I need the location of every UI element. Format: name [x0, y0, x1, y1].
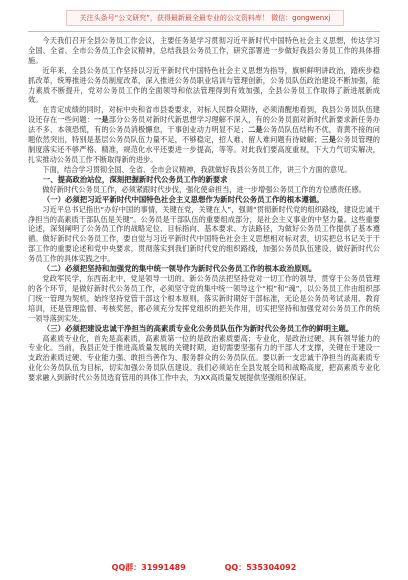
- paragraph-achievements: 近年来，全县公务员工作坚持以习近平新时代中国特色社会主义思想为指导，旗帜鲜明讲政治，踏疾步稳抓改革，统筹推进公务员制度改革，深入推进公务员职业培训与管理创新，公务员队伍政治建设不断加强，能力素质不断提升，党对公务员工作的全面领导和依法管理得到有效加强，全县公务员工作取得了新进展新成效。: [28, 65, 380, 105]
- paragraph-opening: 今天我们召开全县公务员工作会议，主要任务是学习贯彻习近平新时代中国特色社会主义思想，传达学习全国、全省、全市公务员工作会议精神，总结我县公务员工作，研究部署进一步做好我县公务员工作的具体措施。: [28, 36, 380, 65]
- subheading-2: （二）必须把坚持和加强党的集中统一领导作为新时代公务员工作的根本政治原则。: [42, 264, 317, 274]
- problem-first: 部分公务员对新时代新思想学习理解不深入，有的公务员面对新时代新要求新任务办法不多、本领恐慌，有的公务员消极懈怠，干事创业动力明显不足；: [28, 115, 380, 135]
- paragraph-quality: 高素质专业化，首先是高素质，高素质第一位的是政治素质要高；专业化，是政治过硬、具有领导能力的专业化。当前，我县正处于推进高质量发展的关键时期，迫切需要坚强有力的干部人才支撑，关键在于建设一支政治素质过硬、专业能力强、敢担当善作为、服务群众的公务员队伍。要以新一支忠诚干净担当的高素质专业化公务员队伍为目标，切实加强公务员队伍建设。我们必须站在全县发展全局和战略高度，把高素质专业化要求融入到新时代公务员选育管用的具体工作中去，为XX高质量发展提供坚强组织保证。: [28, 333, 380, 383]
- problem-second: 公务员队伍结构不优，青黄不接的问题依然突出，特别是基层公务员队伍力量不足，不够稳定，招人难、留人难问题有待破解；: [28, 125, 380, 145]
- section-heading-1: 一、提高政治站位，深刻把握新时代公务员工作的新要求: [42, 174, 228, 184]
- paragraph-guidance: 习近平总书记指出“办好中国的事情，关键在党，关键在人”，强调“贯彻新时代党的组织路线，建设忠诚干净担当的高素质干部队伍是关键”。公务员是干部队伍的重要组成部分，是社会主义事业的中坚力量。这些重要论述，深刻阐明了公务员工作的战略定位、目标指向、基本要求、方法路径，为做好公务员工作提供了基本遵循。做好新时代公务员工作，要自觉与习近平新时代中国特色社会主义思想相对标对表，切实把总书记关于干部工作的重要论述和党中央要求，贯彻落实到我们新时代党的组织路线，加强公务员队伍建设、做好新时代公务员工作的具体实践之中。: [28, 204, 380, 264]
- subheading-1: （一）必须把习近平新时代中国特色社会主义思想作为新时代公务员工作的根本遵循。: [42, 194, 324, 204]
- document-body: [28, 36, 380, 556]
- header-divider: [28, 31, 380, 32]
- paragraph-section-intro: 做好新时代公务员工作，必须紧跟时代步伐，强化使命担当，进一步增强公务员工作的方位感责任感。: [42, 184, 366, 194]
- marker-third: 三是: [321, 135, 337, 145]
- problems-intro: 在肯定成绩的同时，对标中央和省市县委要求，对标人民群众期待，必须清醒地看到，我县公务员队伍建设还存在一些问题：: [28, 105, 380, 125]
- subheading-3: （三）必须把建设忠诚干净担当的高素质专业化公务员队伍作为新时代公务员工作的鲜明主题。: [42, 323, 354, 333]
- paragraph-party-leadership: 党政军民学，东西南北中，党是领导一切的。新公务员法把坚持党对一切工作的领导，贯穿于公务员管理的各个环节，是做好新时代公务员工作，必须坚守党的集中统一领导这个“根”和“魂”，以公务员工作由组织部门统一管理为契机，始终坚持党管干部这个根本原则，落实新时期好干部标准，无论是公务员考试录用、教育培训，还是管理监督、考核奖惩，都必须充分发挥党组织的把关作用，切实把坚持和加强党对公务员工作的统一领导落到实处。: [28, 274, 380, 323]
- contact-footer: [0, 562, 408, 574]
- qq-group: QQ群：31991489: [111, 563, 186, 572]
- marker-first: 一是: [94, 115, 109, 125]
- paragraph-outline: 下面，结合学习贯彻全国、全省、全市会议精神，我就做好我县公务员工作，讲三个方面的意见。: [42, 164, 352, 174]
- problem-third: 公务员管理的制度落实还不够严格、精准，规范化水平还要进一步提高，等等。对此我们要高度重视，下大力气切实解决，扎实推动公务员工作不断取得新的进步。: [28, 135, 380, 164]
- paragraph-problems: [28, 105, 380, 164]
- promo-banner[interactable]: 关注头条号“公文研究”，获得最新最全最专业的公文资料库！ 微信：gongwenxj: [66, 10, 344, 26]
- qq-number: QQ：535304092: [224, 563, 297, 572]
- marker-second: 二是: [247, 125, 263, 135]
